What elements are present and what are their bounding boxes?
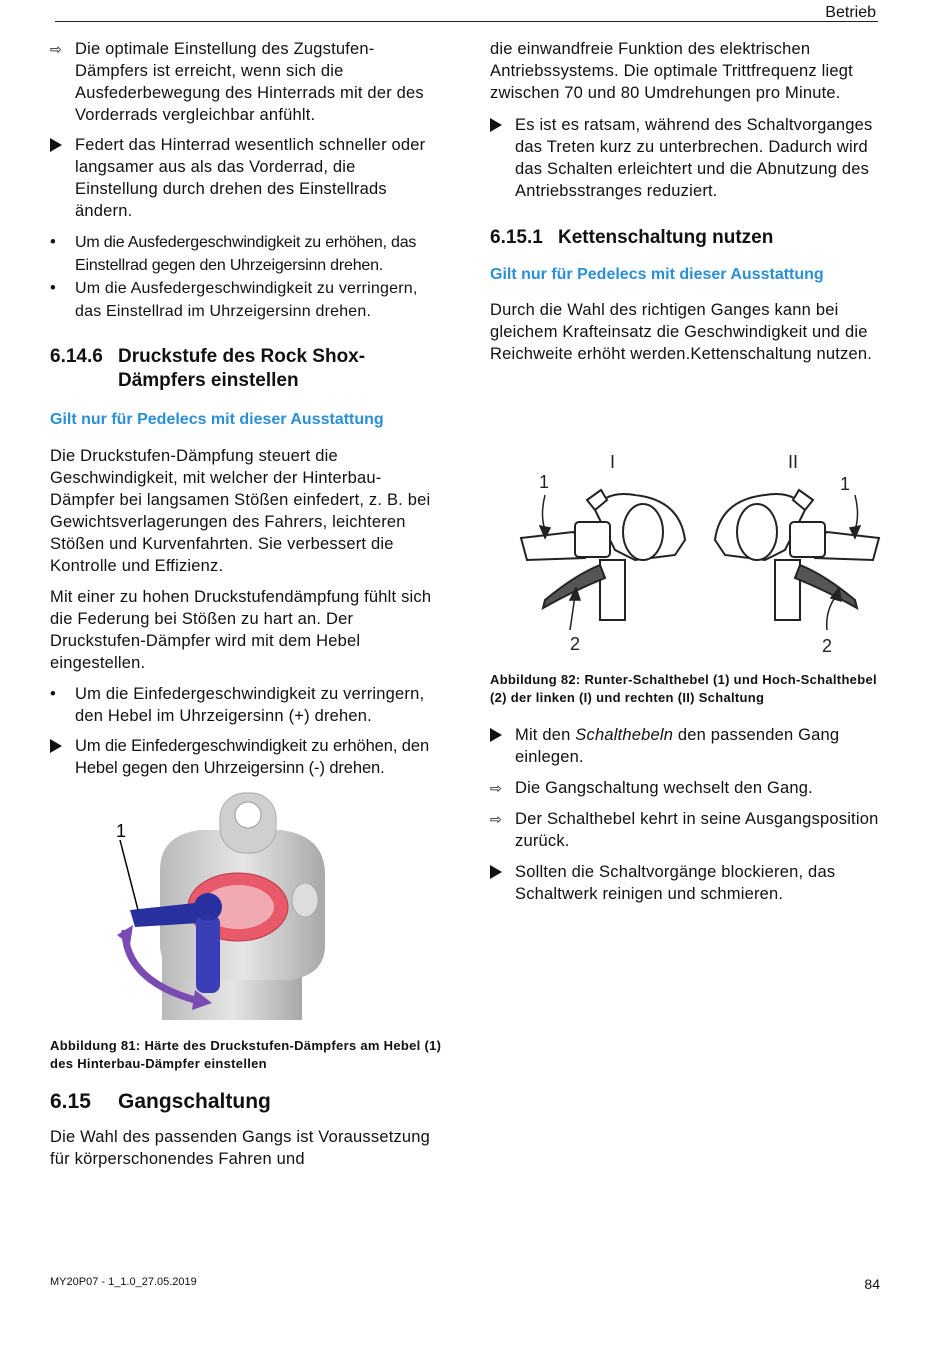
step-text: Es ist es ratsam, während des Schaltvorganges das Treten kurz zu unterbrechen. Dadurch wird das Schalten erleichtert und die Abnutzung des Antriebsstranges reduziert. xyxy=(515,116,873,200)
chapter-number: 6.15 xyxy=(50,1090,91,1113)
shifter-figure xyxy=(515,450,885,660)
result-text: Der Schalthebel kehrt in seine Ausgangsposition zurück. xyxy=(515,810,879,850)
header-rule xyxy=(55,21,878,22)
step-item xyxy=(490,861,882,905)
triangle-icon xyxy=(50,134,70,158)
section-number: 6.14.6 xyxy=(50,346,103,367)
section-number: 6.15.1 xyxy=(490,227,543,248)
bullet-text: Um die Ausfedergeschwindigkeit zu verringern, das Einstellrad im Uhrzeigersinn drehen. xyxy=(75,280,418,320)
bullet-dot: • xyxy=(50,685,56,703)
paragraph: die einwandfreie Funktion des elektrischen Antriebssystems. Die optimale Trittfrequenz liegt zwischen 70 und 80 Umdrehungen pro Minute. xyxy=(490,40,853,102)
label-downshift-left: 1 xyxy=(539,472,550,492)
page-number: 84 xyxy=(864,1276,880,1292)
chapter-heading xyxy=(50,1090,445,1114)
step-text: Mit den xyxy=(515,726,576,744)
triangle-icon xyxy=(490,861,510,885)
label-upshift-right: 2 xyxy=(822,636,833,656)
figure-caption xyxy=(490,671,882,707)
emphasis-text: Schalthebeln xyxy=(575,726,674,744)
section-heading xyxy=(50,345,442,393)
result-item xyxy=(50,38,442,126)
left-column xyxy=(50,38,442,779)
bullet-item xyxy=(50,277,442,323)
bullet-item xyxy=(50,683,442,727)
step-text: Federt das Hinterrad wesentlich schneller oder langsamer aus als das Vorderrad, die Einstellung durch drehen des Einstellrads ändern. xyxy=(75,136,426,220)
applicability-note: Gilt nur für Pedelecs mit dieser Ausstattung xyxy=(50,411,384,428)
applicability-note: Gilt nur für Pedelecs mit dieser Ausstattung xyxy=(490,266,824,283)
paragraph: Mit einer zu hohen Druckstufendämpfung fühlt sich die Federung bei Stößen zu hart an. Der Druckstufen-Dämpfer wird mit dem Hebel eingestellen. xyxy=(50,588,432,672)
paragraph: Die Druckstufen-Dämpfung steuert die Geschwindigkeit, mit welcher der Hinterbau-Dämpfer bei langsamen Stößen einfedert, z. B. bei Gewichtsverlagerungen des Fahrers, leichteren Stößen und Kurvenfahrten. Sie verbessert die Kontrolle und Effizienz. xyxy=(50,447,431,575)
section-heading xyxy=(490,226,882,250)
paragraph: Die Wahl des passenden Gangs ist Voraussetzung für körperschonendes Fahren und xyxy=(50,1128,431,1168)
section-title: Druckstufe des Rock Shox-Dämpfers einstellen xyxy=(118,346,366,391)
hollow-arrow-icon: ⇨ xyxy=(490,780,502,796)
hollow-arrow-icon: ⇨ xyxy=(50,41,62,57)
caption-text: Abbildung 82: Runter-Schalthebel (1) und Hoch-Schalthebel (2) der linken (I) und rechten (II) Schaltung xyxy=(490,672,877,705)
result-text: Die optimale Einstellung des Zugstufen-Dämpfers ist erreicht, wenn sich die Ausfederbewegung des Hinterrads mit der des Vorderrads vergleichbar anfühlt. xyxy=(75,40,424,124)
bullet-item xyxy=(50,231,442,277)
instructions-block xyxy=(490,724,882,905)
bullet-dot: • xyxy=(50,279,56,297)
step-item xyxy=(50,134,442,222)
chapter-block xyxy=(50,1090,445,1170)
result-item xyxy=(490,808,882,852)
result-item xyxy=(490,777,882,799)
step-text: den passenden Gang einlegen. xyxy=(515,726,840,766)
step-text: Sollten die Schaltvorgänge blockieren, das Schaltwerk reinigen und schmieren. xyxy=(515,863,836,903)
bullet-text: Um die Einfedergeschwindigkeit zu verringern, den Hebel im Uhrzeigersinn (+) drehen. xyxy=(75,685,425,725)
label-downshift-right: 1 xyxy=(840,474,851,494)
right-column xyxy=(490,38,882,365)
triangle-icon xyxy=(50,735,70,759)
result-text: Die Gangschaltung wechselt den Gang. xyxy=(515,779,813,797)
step-text: Um die Einfedergeschwindigkeit zu erhöhen, den Hebel gegen den Uhrzeigersinn (-) drehen. xyxy=(75,737,430,777)
step-item xyxy=(50,735,442,779)
label-right-shifter: II xyxy=(788,452,799,472)
step-item xyxy=(490,724,882,768)
label-left-shifter: I xyxy=(610,452,616,472)
section-title: Kettenschaltung nutzen xyxy=(558,227,774,248)
chapter-title: Gangschaltung xyxy=(118,1090,271,1113)
triangle-icon xyxy=(490,114,510,138)
step-item xyxy=(490,114,882,202)
bullet-text: Um die Ausfedergeschwindigkeit zu erhöhen, das Einstellrad gegen den Uhrzeigersinn drehen. xyxy=(75,234,417,274)
page-header-title: Betrieb xyxy=(825,4,876,21)
shock-absorber-figure xyxy=(100,775,340,1020)
caption-text: Abbildung 81: Härte des Druckstufen-Dämpfers am Hebel (1) des Hinterbau-Dämpfer einstellen xyxy=(50,1038,442,1071)
bullet-dot: • xyxy=(50,233,56,251)
document-id: MY20P07 - 1_1.0_27.05.2019 xyxy=(50,1276,197,1288)
hollow-arrow-icon: ⇨ xyxy=(490,811,502,827)
paragraph: Durch die Wahl des richtigen Ganges kann bei gleichem Krafteinsatz die Geschwindigkeit und die Reichweite erhöht werden.Kettenschaltung nutzen. xyxy=(490,301,873,363)
triangle-icon xyxy=(490,724,510,748)
figure-caption xyxy=(50,1037,445,1073)
figure-label: 1 xyxy=(116,821,127,841)
label-upshift-left: 2 xyxy=(570,634,581,654)
